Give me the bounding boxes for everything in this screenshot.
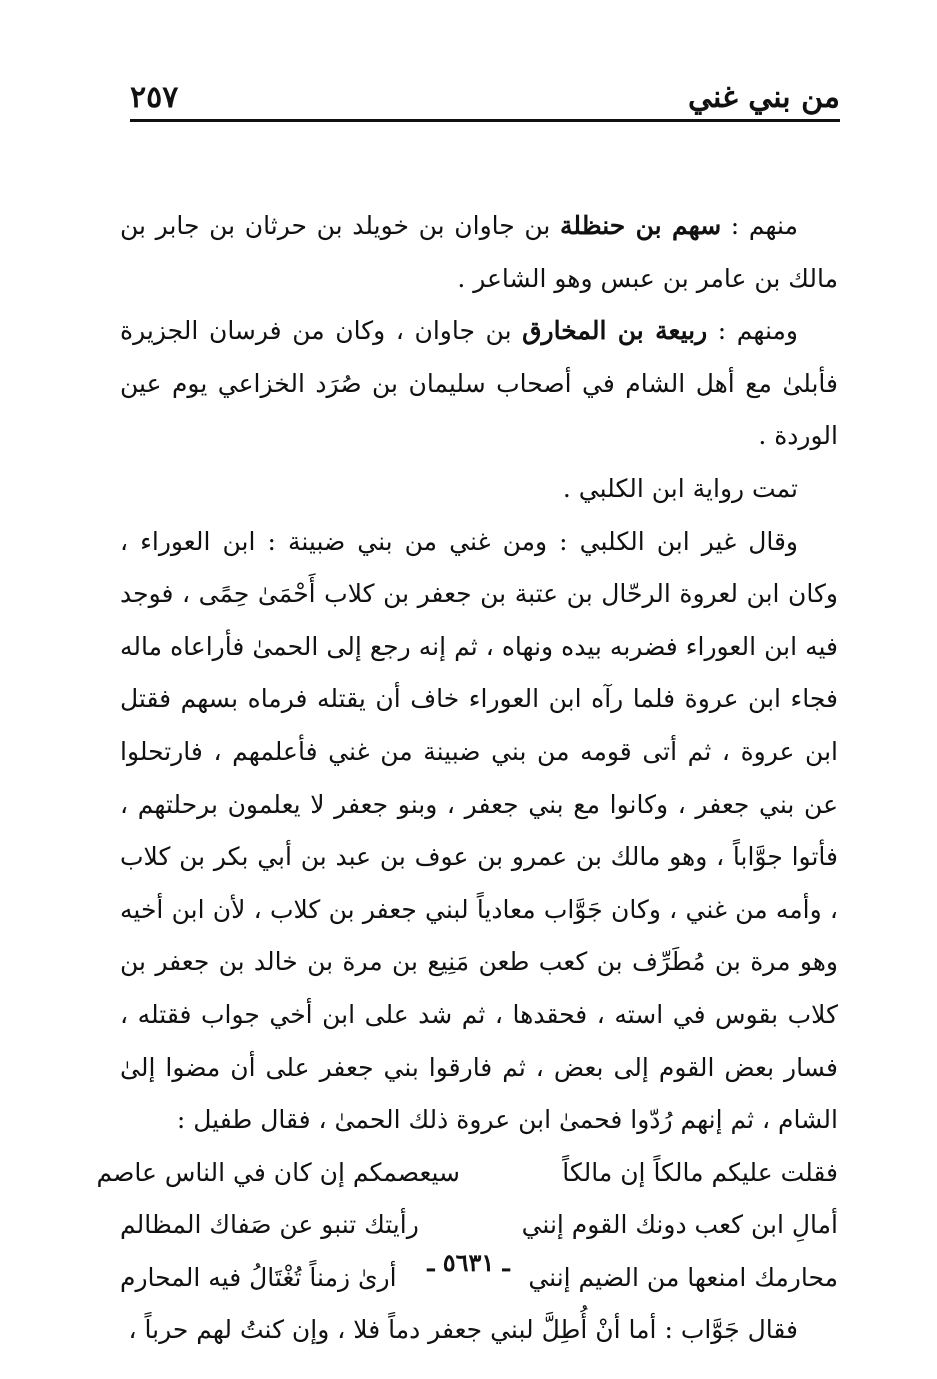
paragraph-sahm-rest: بن جاوان بن خويلد بن حرثان بن جابر بن مالك بن عامر بن عبس وهو الشاعر . [120, 211, 838, 293]
running-head [130, 78, 840, 118]
paragraph-rabia [120, 305, 838, 463]
paragraph-sahm [120, 200, 838, 305]
paragraph-rabia-rest: بن جاوان ، وكان من فرسان الجزيرة فأبلىٰ مع أهل الشام في أصحاب سليمان بن صُرَد الخزاعي يوم عين الوردة . [120, 316, 838, 451]
name-rabia-ibn-al-mukhariq: ربيعة بن المخارق [522, 316, 708, 346]
footer-page-label: ـ ٥٦٣١ ـ [427, 1248, 510, 1277]
name-sahm-ibn-hanzala: سهم بن حنظلة [560, 211, 722, 240]
verse-first-hemistich: أمالِ ابن كعب دونك القوم إنني [521, 1210, 838, 1240]
paragraph-end-of-narration: تمت رواية ابن الكلبي . [562, 473, 798, 503]
paragraph-ibn-al-awra: وقال غير ابن الكلبي : ومن غني من بني ضبينة : ابن العوراء ، وكان ابن لعروة الرحّال بن عتبة بن جعفر بن كلاب أَحْمَىٰ حِمًى ، فوجد فيه ابن العوراء فضربه بيده ونهاه ، ثم إنه رجع إلى الحمىٰ فأراعاه ماله فجاء ابن عروة فلما رآه ابن العوراء خاف أن يقتله فرماه بسهم فقتل ابن عروة ، ثم أتى قومه من بني ضبينة من غني فأعلمهم ، فارتحلوا عن بني جعفر ، وكانوا مع بني جعفر ، وبنو جعفر لا يعلمون برحلتهم ، فأتوا جوَّاباً ، وهو مالك بن عمرو بن عوف بن عبد بن أبي بكر بن كلاب ، وأمه من غني ، وكان جَوَّاب معادياً لبني جعفر بن كلاب ، لأن ابن أخيه وهو مرة بن مُطَرِّف بن كعب طعن مَنِيع بن مرة بن خالد بن جعفر بن كلاب بقوس في استه ، فحقدها ، ثم شد على ابن أخي جواب فقتله ، فسار بعض القوم إلى بعض ، ثم فارقوا بني جعفر على أن مضوا إلىٰ الشام ، ثم إنهم رُدّوا فحمىٰ ابن عروة ذلك الحمىٰ ، فقال طفيل : [120, 526, 838, 1135]
paragraph-jawwab-reply: فقال جَوَّاب : أما أنْ أُطِلَّ لبني جعفر دماً فلا ، وإن كنتُ لهم حرباً ، [128, 1315, 798, 1345]
poem [96, 1147, 838, 1305]
verse-line [96, 1147, 838, 1200]
verse-first-hemistich: محارمك امنعها من الضيم إنني [528, 1262, 838, 1292]
page-number: ٢٥٧ [130, 80, 179, 115]
verse-first-hemistich: فقلت عليكم مالكاً إن مالكاً [562, 1157, 838, 1187]
header-rule [130, 119, 840, 122]
running-head-title: من بني غني [688, 80, 840, 115]
verse-second-hemistich: أرىٰ زمناً تُغْتَالُ فيه المحارم [120, 1262, 397, 1292]
paragraph-rabia-lead: ومنهم : [707, 316, 798, 346]
paragraph-sahm-lead: منهم : [721, 211, 798, 240]
body-text [96, 200, 838, 1357]
verse-line [120, 1199, 838, 1252]
verse-second-hemistich: سيعصمكم إن كان في الناس عاصم [96, 1157, 460, 1187]
verse-second-hemistich: رأيتك تنبو عن صَفاك المظالم [120, 1210, 419, 1240]
